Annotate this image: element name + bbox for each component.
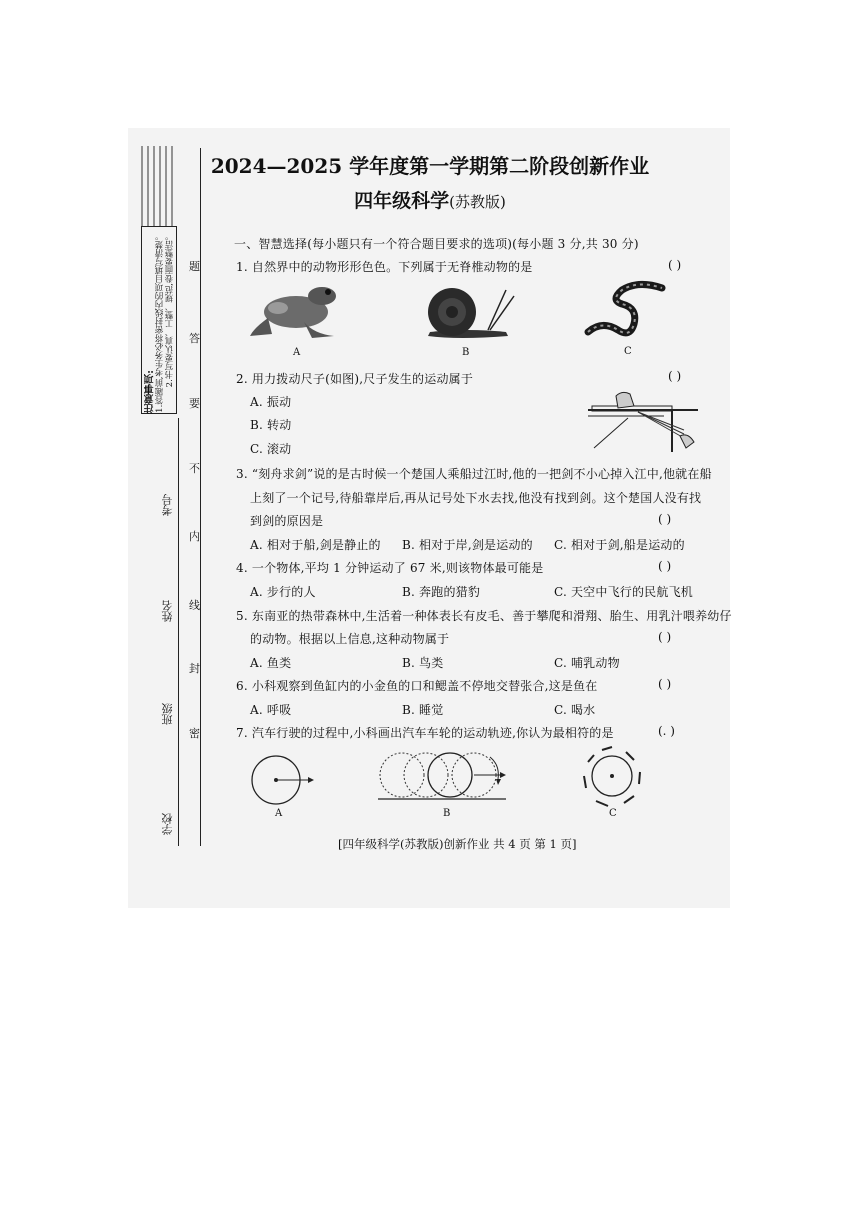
question-6-answer-paren: ( ) — [658, 677, 672, 691]
seal-char: 不 — [189, 462, 200, 475]
field-exam-number: 考号 — [161, 494, 174, 516]
question-4-option-c: C. 天空中飞行的民航飞机 — [554, 585, 693, 599]
field-class: 班级 — [161, 703, 174, 725]
question-2-option-c: C. 滚动 — [250, 442, 292, 456]
frog-image — [248, 282, 348, 342]
seal-line — [200, 148, 201, 846]
question-4-option-a: A. 步行的人 — [250, 585, 316, 599]
page-title: 2024—2025 学年度第一学期第二阶段创新作业 — [210, 154, 650, 178]
question-5-answer-paren: ( ) — [658, 630, 672, 644]
question-1-stem: 1. 自然界中的动物形形色色。下列属于无脊椎动物的是 — [236, 260, 533, 274]
question-2-option-a: A. 振动 — [250, 395, 292, 409]
subtitle-main: 四年级科学 — [354, 190, 450, 212]
question-7-label-c: C — [609, 808, 617, 819]
notice-title: 注意事项: — [145, 370, 156, 414]
page-footer: [四年级科学(苏教版)创新作业 共 4 页 第 1 页] — [338, 837, 577, 851]
seal-char: 密 — [189, 727, 200, 740]
question-4-answer-paren: ( ) — [658, 559, 672, 573]
snail-image — [418, 282, 518, 342]
question-5-option-a: A. 鱼类 — [250, 656, 292, 670]
seal-char: 答 — [189, 332, 200, 345]
field-school: 学校 — [161, 813, 174, 835]
seal-char: 线 — [189, 599, 200, 612]
question-3-stem-line-2: 上刻了一个记号,待船靠岸后,再从记号处下水去找,他没有找到剑。这个楚国人没有找 — [250, 491, 702, 505]
question-2-option-b: B. 转动 — [250, 418, 292, 432]
seal-char: 要 — [189, 397, 200, 410]
question-7-stem: 7. 汽车行驶的过程中,小科画出汽车车轮的运动轨迹,你认为最相符的是 — [236, 726, 614, 740]
question-6-option-b: B. 睡觉 — [402, 703, 444, 717]
question-5-option-b: B. 鸟类 — [402, 656, 444, 670]
snake-image — [582, 280, 672, 340]
question-3-stem-line-3: 到剑的原因是 — [250, 514, 324, 528]
question-6-stem: 6. 小科观察到鱼缸内的小金鱼的口和鳃盖不停地交替张合,这是鱼在 — [236, 679, 598, 693]
question-6-option-a: A. 呼吸 — [250, 703, 292, 717]
question-3-option-c: C. 相对于剑,船是运动的 — [554, 538, 685, 552]
notice-line-2: 2.书写要认真、工整、规范,卷面要整洁。 — [165, 232, 175, 388]
question-3-option-b: B. 相对于岸,剑是运动的 — [402, 538, 533, 552]
question-5-stem-line-1: 5. 东南亚的热带森林中,生活着一种体表长有皮毛、善于攀爬和滑翔、胎生、用乳汁喂养幼仔 — [236, 609, 732, 623]
question-2-answer-paren: ( ) — [668, 369, 682, 383]
page-subtitle — [0, 186, 860, 213]
field-name: 姓名 — [161, 600, 174, 622]
question-1-answer-paren: ( ) — [668, 258, 682, 272]
question-7-label-a: A — [275, 808, 283, 819]
wheel-diagram-a — [246, 750, 316, 810]
notice-line-1: 1.答题前,考生务必将密封线内的项目填写清楚。 — [155, 232, 165, 413]
question-4-option-b: B. 奔跑的猎豹 — [402, 585, 481, 599]
question-1-label-c: C — [624, 346, 632, 357]
question-2-stem: 2. 用力拨动尺子(如图),尺子发生的运动属于 — [236, 372, 474, 386]
seal-char: 封 — [189, 662, 200, 675]
question-3-stem-line-1: 3. “刻舟求剑”说的是古时候一个楚国人乘船过江时,他的一把剑不小心掉入江中,他就在船 — [236, 467, 712, 481]
question-1-label-a: A — [293, 347, 301, 358]
seal-char: 题 — [189, 260, 200, 273]
question-3-answer-paren: ( ) — [658, 512, 672, 526]
subtitle-edition: (苏教版) — [449, 193, 506, 211]
question-6-option-c: C. 喝水 — [554, 703, 596, 717]
section-heading: 一、智慧选择(每小题只有一个符合题目要求的选项)(每小题 3 分,共 30 分) — [234, 237, 639, 251]
question-7-label-b: B — [443, 808, 451, 819]
question-1-label-b: B — [462, 347, 470, 358]
question-5-stem-line-2: 的动物。根据以上信息,这种动物属于 — [250, 632, 450, 646]
seal-char: 内 — [189, 530, 200, 543]
field-line — [178, 418, 179, 846]
ruler-on-table-image — [588, 390, 698, 452]
question-4-stem: 4. 一个物体,平均 1 分钟运动了 67 米,则该物体最可能是 — [236, 561, 544, 575]
wheel-diagram-c — [578, 744, 648, 808]
question-5-option-c: C. 哺乳动物 — [554, 656, 620, 670]
wheel-diagram-b — [378, 745, 518, 805]
question-7-answer-paren: (. ) — [658, 724, 675, 738]
question-3-option-a: A. 相对于船,剑是静止的 — [250, 538, 381, 552]
